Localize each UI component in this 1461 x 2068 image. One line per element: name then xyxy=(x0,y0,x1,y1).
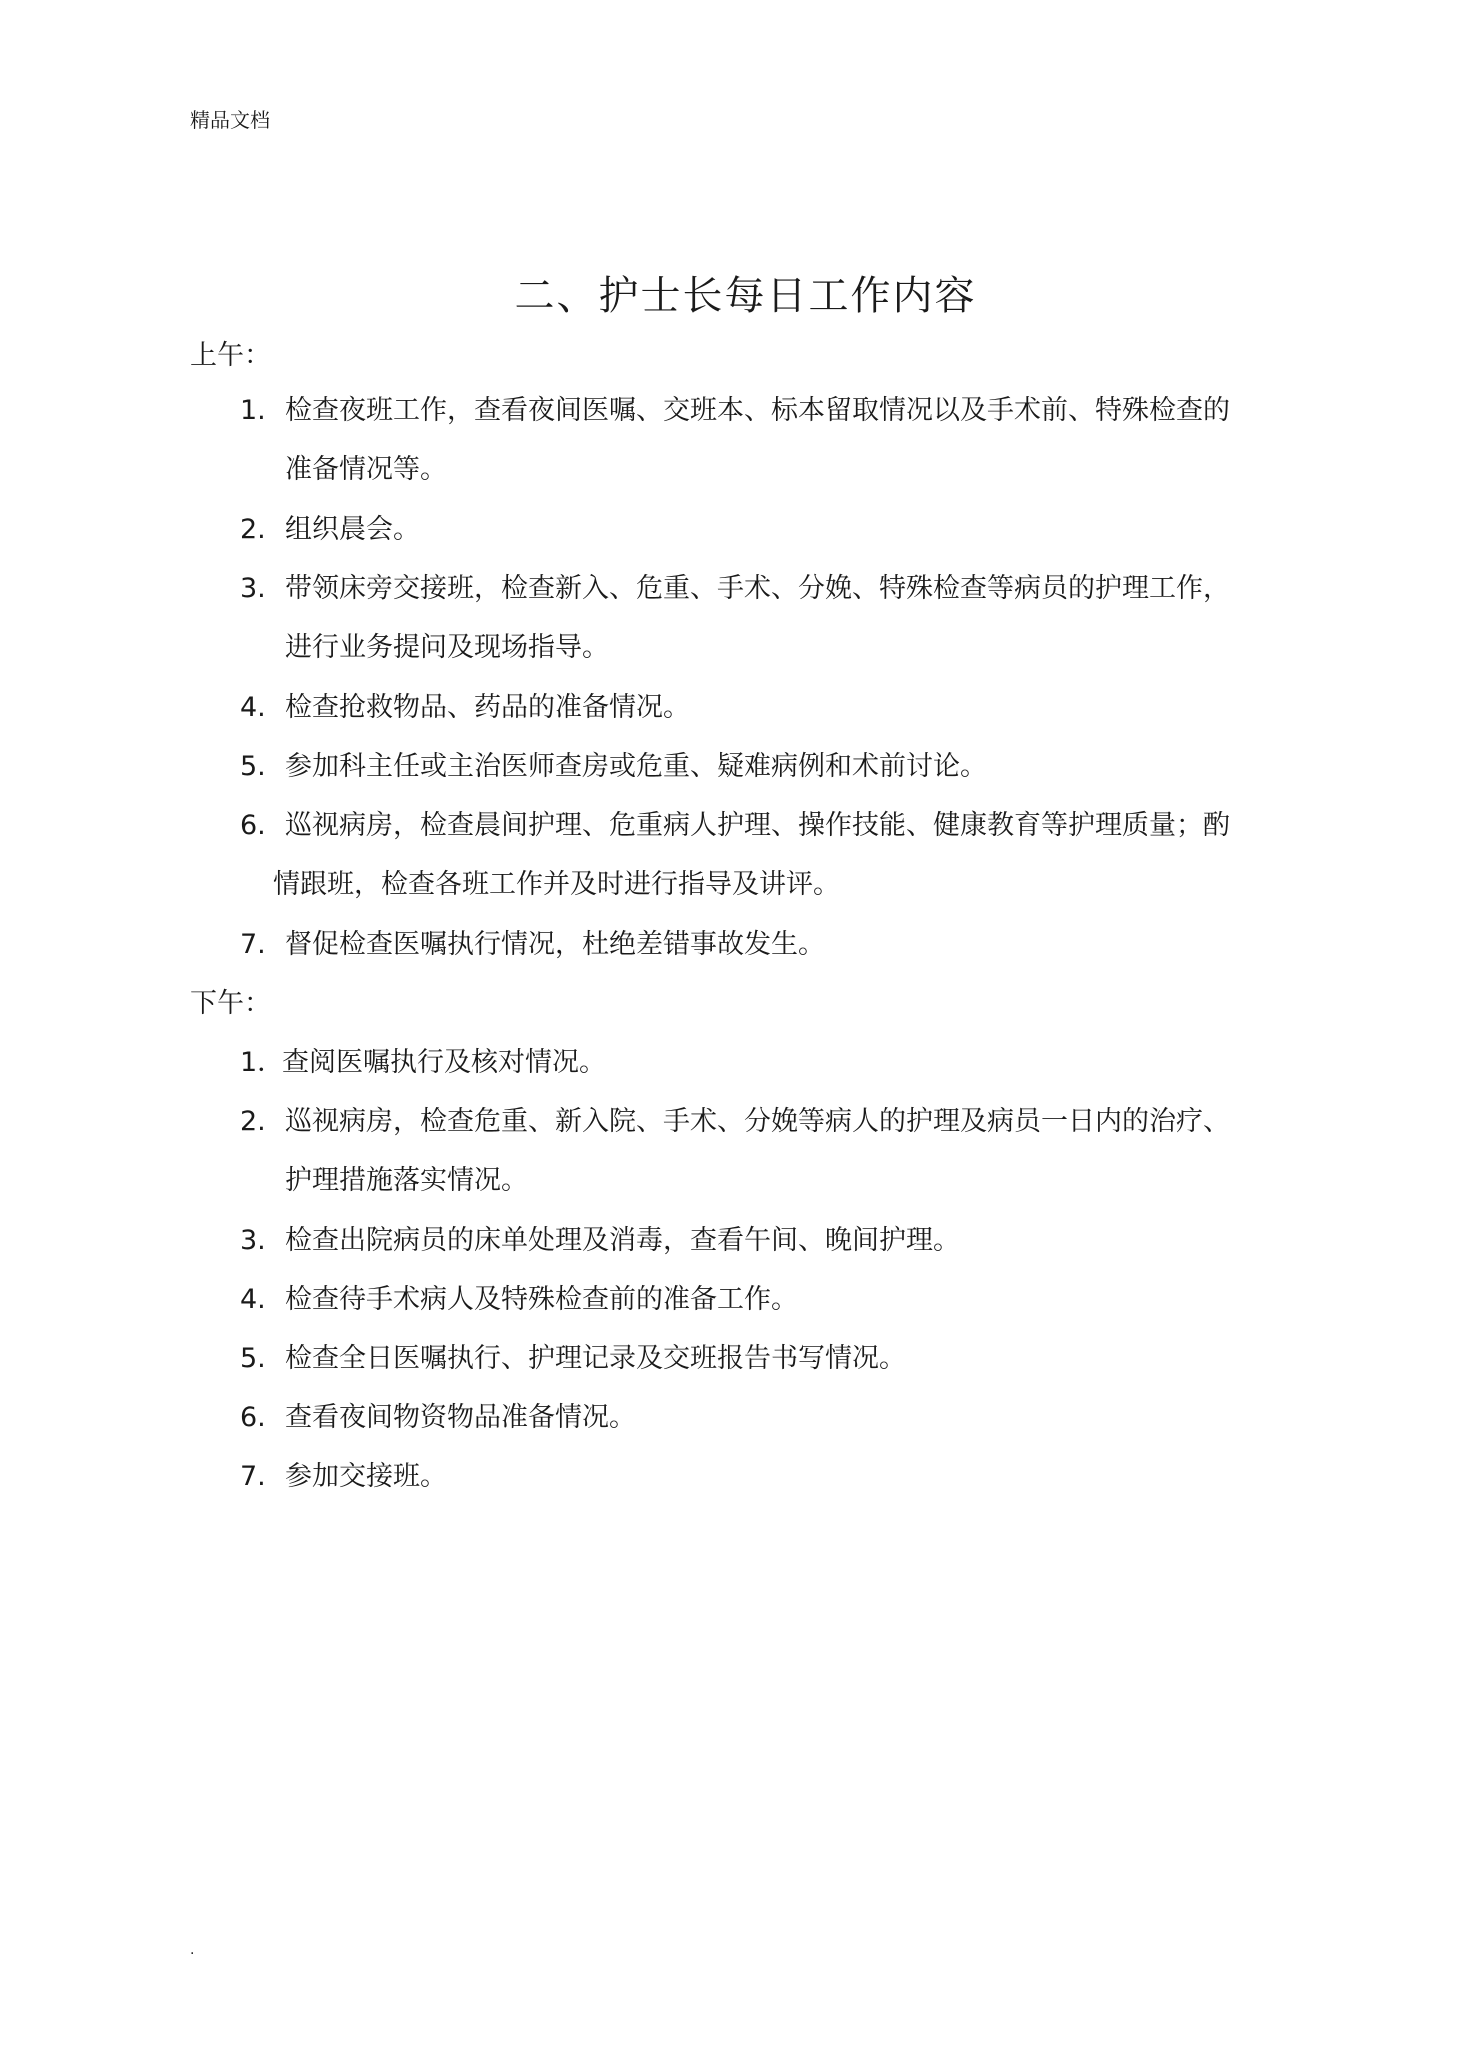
item-text: 巡视病房，检查危重、新入院、手术、分娩等病人的护理及病员一日内的治疗、 xyxy=(285,1106,1230,1137)
document-title: 二、护士长每日工作内容 xyxy=(514,273,977,319)
item-number: 2. xyxy=(240,514,266,545)
item-text: 带领床旁交接班，检查新入、危重、手术、分娩、特殊检查等病员的护理工作， xyxy=(285,573,1230,604)
item-text-continued: 进行业务提问及现场指导。 xyxy=(285,632,609,663)
morning-label: 上午： xyxy=(190,340,271,371)
item-text: 检查待手术病人及特殊检查前的准备工作。 xyxy=(285,1284,798,1315)
item-number: 7. xyxy=(240,929,266,960)
item-text-continued: 准备情况等。 xyxy=(285,454,447,485)
item-text: 检查出院病员的床单处理及消毒，查看午间、晚间护理。 xyxy=(285,1225,960,1256)
item-number: 6. xyxy=(240,810,266,841)
item-text: 组织晨会。 xyxy=(285,514,420,545)
item-number: 1. xyxy=(240,395,266,426)
item-text: 查阅医嘱执行及核对情况。 xyxy=(282,1047,606,1078)
item-text: 检查抢救物品、药品的准备情况。 xyxy=(285,692,690,723)
item-number: 1． xyxy=(240,1047,285,1078)
afternoon-label: 下午： xyxy=(190,988,271,1019)
item-number: 3. xyxy=(240,573,266,604)
item-number: 4. xyxy=(240,692,266,723)
item-text: 巡视病房，检查晨间护理、危重病人护理、操作技能、健康教育等护理质量；酌 xyxy=(285,810,1230,841)
item-number: 7. xyxy=(240,1461,266,1492)
item-number: 5. xyxy=(240,1343,266,1374)
item-text: 参加科主任或主治医师查房或危重、疑难病例和术前讨论。 xyxy=(285,751,987,782)
footer-mark: . xyxy=(190,1942,195,1958)
item-text-continued: 护理措施落实情况。 xyxy=(285,1165,528,1196)
item-text: 参加交接班。 xyxy=(285,1461,447,1492)
item-text: 检查夜班工作，查看夜间医嘱、交班本、标本留取情况以及手术前、特殊检查的 xyxy=(285,395,1230,426)
item-number: 4. xyxy=(240,1284,266,1315)
item-text: 检查全日医嘱执行、护理记录及交班报告书写情况。 xyxy=(285,1343,906,1374)
header-tag: 精品文档 xyxy=(190,108,270,132)
item-number: 5. xyxy=(240,751,266,782)
item-number: 2. xyxy=(240,1106,266,1137)
item-number: 3. xyxy=(240,1225,266,1256)
item-text: 督促检查医嘱执行情况，杜绝差错事故发生。 xyxy=(285,929,825,960)
item-text-continued: 情跟班，检查各班工作并及时进行指导及讲评。 xyxy=(273,869,840,900)
item-text: 查看夜间物资物品准备情况。 xyxy=(285,1402,636,1433)
item-number: 6. xyxy=(240,1402,266,1433)
